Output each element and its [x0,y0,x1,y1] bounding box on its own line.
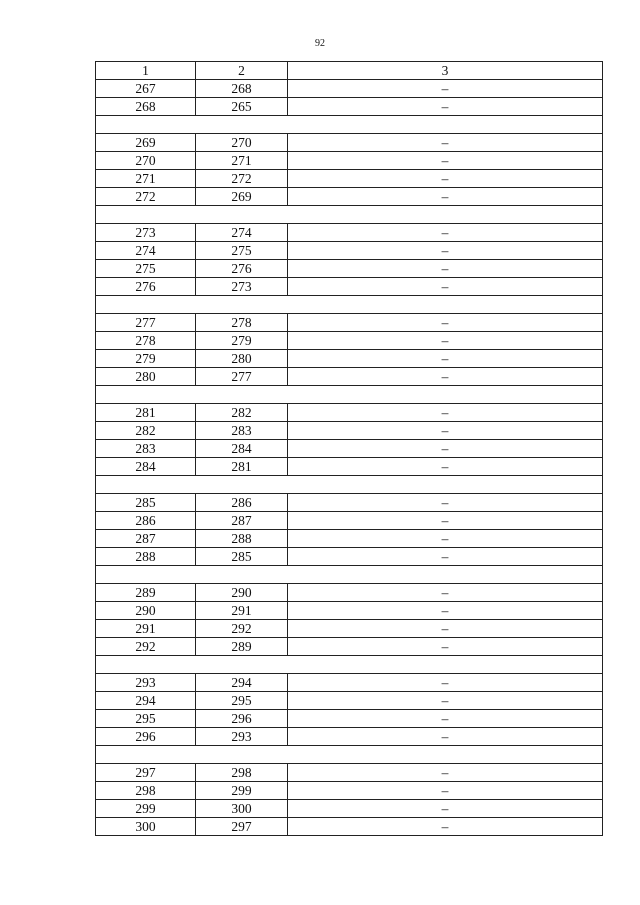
table-row [96,584,603,602]
table-cell: 269 [96,134,196,152]
table-cell: 271 [96,170,196,188]
table-cell: 283 [196,422,288,440]
table-cell: 285 [196,548,288,566]
table-cell: – [288,800,603,818]
table-cell: 265 [196,98,288,116]
table-cell: 273 [196,278,288,296]
table-row [96,530,603,548]
table-cell: – [288,494,603,512]
table-row [96,332,603,350]
table-row [96,188,603,206]
table-group-separator [96,206,603,224]
table-cell: 278 [96,332,196,350]
page-number: 92 [315,38,325,49]
table-cell: 298 [196,764,288,782]
table-cell: – [288,368,603,386]
table-cell: – [288,512,603,530]
column-header: 3 [288,62,603,80]
table-cell: 295 [96,710,196,728]
table-cell: 298 [96,782,196,800]
table-row [96,458,603,476]
data-table [95,61,603,836]
table-group-separator [96,656,603,674]
table-cell: 288 [96,548,196,566]
table-row [96,818,603,836]
separator-cell [96,116,603,134]
table-cell: – [288,242,603,260]
table-cell: 294 [196,674,288,692]
table-cell: 297 [196,818,288,836]
separator-cell [96,566,603,584]
table-cell: 279 [196,332,288,350]
table-cell: – [288,602,603,620]
column-header: 1 [96,62,196,80]
table-cell: – [288,584,603,602]
table-cell: 279 [96,350,196,368]
table-row [96,404,603,422]
separator-cell [96,206,603,224]
table-cell: – [288,674,603,692]
table-row [96,494,603,512]
table-cell: 286 [96,512,196,530]
table-cell: 284 [96,458,196,476]
table-cell: 300 [96,818,196,836]
table-row [96,710,603,728]
table-cell: 268 [96,98,196,116]
table-cell: 286 [196,494,288,512]
table-cell: – [288,638,603,656]
table-row [96,170,603,188]
table-row [96,350,603,368]
table-cell: 290 [96,602,196,620]
table-cell: 270 [96,152,196,170]
table-cell: 294 [96,692,196,710]
table-cell: – [288,692,603,710]
table-cell: 278 [196,314,288,332]
table-cell: 284 [196,440,288,458]
table-group-separator [96,296,603,314]
table-group-separator [96,386,603,404]
table-body [96,62,603,836]
table-cell: 271 [196,152,288,170]
table-cell: – [288,440,603,458]
table-cell: 295 [196,692,288,710]
table-row [96,98,603,116]
table-cell: 291 [196,602,288,620]
table-header-row [96,62,603,80]
table-cell: 300 [196,800,288,818]
table-row [96,512,603,530]
table-row [96,764,603,782]
separator-cell [96,476,603,494]
table-cell: 282 [196,404,288,422]
table-cell: 283 [96,440,196,458]
table-row [96,152,603,170]
table-row [96,800,603,818]
table-cell: 281 [96,404,196,422]
separator-cell [96,386,603,404]
table-cell: – [288,332,603,350]
table-cell: – [288,98,603,116]
table-cell: 280 [196,350,288,368]
table-cell: 276 [96,278,196,296]
table-cell: 267 [96,80,196,98]
table-row [96,314,603,332]
table-cell: – [288,134,603,152]
table-cell: – [288,710,603,728]
table-cell: 285 [96,494,196,512]
table-cell: 287 [96,530,196,548]
table-cell: – [288,80,603,98]
table-cell: – [288,404,603,422]
table-row [96,80,603,98]
table-row [96,440,603,458]
table-cell: 288 [196,530,288,548]
table-row [96,620,603,638]
table-cell: 290 [196,584,288,602]
table-cell: – [288,152,603,170]
table-row [96,134,603,152]
table-cell: 293 [196,728,288,746]
table-cell: 277 [196,368,288,386]
table-cell: 299 [196,782,288,800]
table-cell: – [288,548,603,566]
table-cell: – [288,620,603,638]
table-cell: 281 [196,458,288,476]
table-row [96,638,603,656]
table-cell: 287 [196,512,288,530]
table-row [96,674,603,692]
table-cell: 272 [196,170,288,188]
table-cell: 289 [196,638,288,656]
table-cell: – [288,422,603,440]
table-cell: – [288,260,603,278]
table-cell: 269 [196,188,288,206]
separator-cell [96,296,603,314]
table-cell: – [288,350,603,368]
table-cell: 299 [96,800,196,818]
table-cell: 275 [96,260,196,278]
table-cell: 277 [96,314,196,332]
table-cell: 276 [196,260,288,278]
table-cell: 297 [96,764,196,782]
table-cell: – [288,530,603,548]
table-cell: 296 [196,710,288,728]
table-row [96,692,603,710]
table-cell: 275 [196,242,288,260]
table-row [96,548,603,566]
column-header: 2 [196,62,288,80]
table-row [96,260,603,278]
table-cell: – [288,314,603,332]
table-group-separator [96,116,603,134]
table-group-separator [96,746,603,764]
table-cell: 282 [96,422,196,440]
table-row [96,224,603,242]
table-cell: – [288,224,603,242]
table-cell: 270 [196,134,288,152]
table-cell: – [288,170,603,188]
table-row [96,422,603,440]
table-cell: 292 [196,620,288,638]
table-row [96,782,603,800]
table-cell: – [288,458,603,476]
table-cell: 272 [96,188,196,206]
table-cell: 291 [96,620,196,638]
table-cell: 268 [196,80,288,98]
table-cell: 296 [96,728,196,746]
separator-cell [96,746,603,764]
table-cell: – [288,818,603,836]
table-cell: – [288,782,603,800]
table-group-separator [96,566,603,584]
table-cell: – [288,188,603,206]
table-row [96,278,603,296]
table-row [96,728,603,746]
table-row [96,368,603,386]
table-cell: 280 [96,368,196,386]
table-cell: 274 [196,224,288,242]
table-cell: – [288,278,603,296]
separator-cell [96,656,603,674]
table-row [96,602,603,620]
table-cell: 273 [96,224,196,242]
table-cell: – [288,728,603,746]
table-cell: 292 [96,638,196,656]
table-cell: 289 [96,584,196,602]
table-group-separator [96,476,603,494]
table-cell: 293 [96,674,196,692]
table-cell: – [288,764,603,782]
table-cell: 274 [96,242,196,260]
table-row [96,242,603,260]
